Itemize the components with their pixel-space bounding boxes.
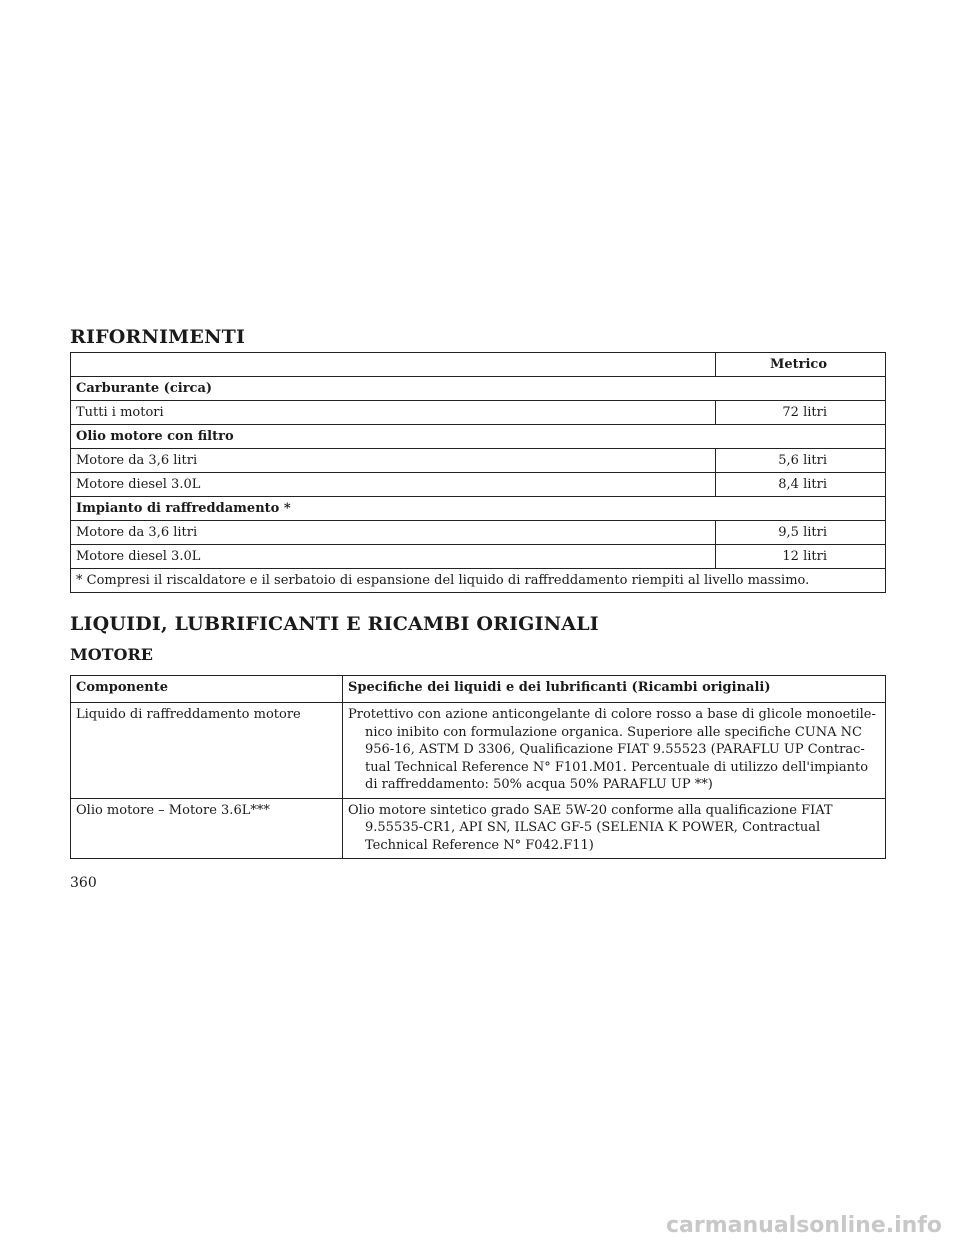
note-row <box>71 569 886 593</box>
table-row <box>71 401 886 425</box>
component-cell: Liquido di raffreddamento motore <box>71 703 343 799</box>
watermark: carmanualsonline.info <box>666 1213 942 1238</box>
row-value: 9,5 litri <box>716 521 886 545</box>
page-number: 360 <box>70 875 97 891</box>
spec-cell: Protettivo con azione anticongelante di colore rosso a base di glicole monoetile-nico inibito con formulazione organica. Superiore alle specifiche CUNA NC 956-16, ASTM D 3306, Qualificazione FIAT 9.55523 (PARAFLU UP Contrac-tual Technical Reference N° F101.M01. Percentuale di utilizzo dell'impianto di raffreddamento: 50% acqua 50% PARAFLU UP **) <box>343 703 886 799</box>
table-header-row <box>71 353 886 377</box>
row-value: 12 litri <box>716 545 886 569</box>
group-row <box>71 425 886 449</box>
metric-header: Metrico <box>716 353 886 377</box>
row-label: Motore da 3,6 litri <box>71 449 716 473</box>
section-title-refuel: RIFORNIMENTI <box>70 326 246 348</box>
row-value: 72 litri <box>716 401 886 425</box>
spec-cell: Olio motore sintetico grado SAE 5W-20 conforme alla qualificazione FIAT 9.55535-CR1, API SN, ILSAC GF-5 (SELENIA K POWER, Contractual Technical Reference N° F042.F11) <box>343 798 886 859</box>
component-header: Componente <box>71 676 343 703</box>
table-row <box>71 798 886 859</box>
row-label: Tutti i motori <box>71 401 716 425</box>
header-empty-cell <box>71 353 716 377</box>
row-label: Motore diesel 3.0L <box>71 473 716 497</box>
table-row <box>71 703 886 799</box>
refuel-table <box>70 352 886 593</box>
subsection-title-engine: MOTORE <box>70 645 153 664</box>
row-value: 8,4 litri <box>716 473 886 497</box>
table-row <box>71 545 886 569</box>
table-row <box>71 473 886 497</box>
group-label: Olio motore con filtro <box>71 425 886 449</box>
table-row <box>71 521 886 545</box>
table-row <box>71 449 886 473</box>
group-row <box>71 497 886 521</box>
row-label: Motore diesel 3.0L <box>71 545 716 569</box>
component-cell: Olio motore – Motore 3.6L*** <box>71 798 343 859</box>
group-label: Carburante (circa) <box>71 377 886 401</box>
row-value: 5,6 litri <box>716 449 886 473</box>
group-label: Impianto di raffreddamento * <box>71 497 886 521</box>
spec-header: Specifiche dei liquidi e dei lubrificanti (Ricambi originali) <box>343 676 886 703</box>
section-title-fluids: LIQUIDI, LUBRIFICANTI E RICAMBI ORIGINALI <box>70 613 599 635</box>
fluids-table <box>70 675 886 859</box>
table-header-row <box>71 676 886 703</box>
row-label: Motore da 3,6 litri <box>71 521 716 545</box>
footnote: * Compresi il riscaldatore e il serbatoio di espansione del liquido di raffreddamento riempiti al livello massimo. <box>71 569 886 593</box>
group-row <box>71 377 886 401</box>
